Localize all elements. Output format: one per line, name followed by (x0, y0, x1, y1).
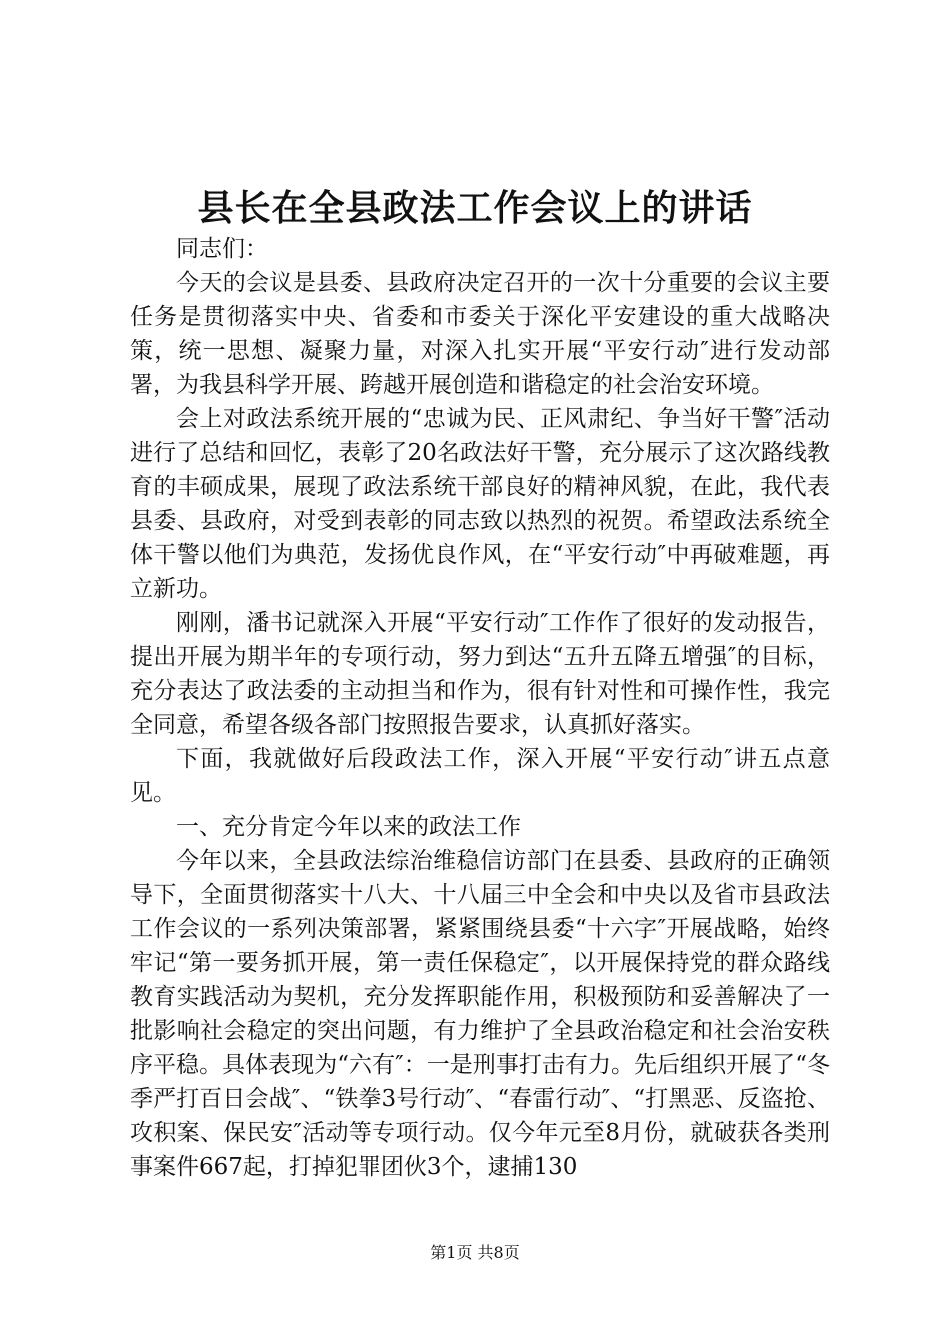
section-heading-1: 一、充分肯定今年以来的政法工作 (176, 814, 521, 840)
document-body (130, 232, 830, 1184)
document-title: 县长在全县政法工作会议上的讲话 (197, 187, 753, 229)
paragraph-secretary-report: 刚刚，潘书记就深入开展“平安行动″工作作了很好的发动报告，提出开展为期半年的专项行动，努力到达“五升五降五增强″的目标，充分表达了政法委的主动担当和作为，很有针对性和可操作性，我完全同意，希望各级各部门按照报告要求，认真抓好落实。 (130, 610, 830, 738)
paragraph-five-points: 下面，我就做好后段政法工作，深入开展“平安行动″讲五点意见。 (130, 746, 830, 806)
salutation: 同志们： (176, 236, 268, 262)
paragraph-meeting-purpose: 今天的会议是县委、县政府决定召开的一次十分重要的会议主要任务是贯彻落实中央、省委和市委关于深化平安建设的重大战略决策，统一思想、凝聚力量，对深入扎实开展“平安行动″进行发动部署，为我县科学开展、跨越开展创造和谐稳定的社会治安环境。 (130, 270, 830, 398)
page-footer: 第1页 共8页 (430, 1243, 520, 1262)
paragraph-commendation: 会上对政法系统开展的“忠诚为民、正风肃纪、争当好干警″活动进行了总结和回忆，表彰了20名政法好干警，充分展示了这次路线教育的丰硕成果，展现了政法系统干部良好的精神风貌，在此，我代表县委、县政府，对受到表彰的同志致以热烈的祝贺。希望政法系统全体干警以他们为典范，发扬优良作风，在“平安行动″中再破难题，再立新功。 (130, 406, 830, 602)
paragraph-work-review: 今年以来，全县政法综治维稳信访部门在县委、县政府的正确领导下，全面贯彻落实十八大、十八届三中全会和中央以及省市县政法工作会议的一系列决策部署，紧紧围绕县委“十六字″开展战略，始终牢记“第一要务抓开展，第一责任保稳定″，以开展保持党的群众路线教育实践活动为契机，充分发挥职能作用，积极预防和妥善解决了一批影响社会稳定的突出问题，有力维护了全县政治稳定和社会治安秩序平稳。具体表现为“六有″：一是刑事打击有力。先后组织开展了“冬季严打百日会战″、“铁拳3号行动″、“春雷行动″、“打黑恶、反盗抢、攻积案、保民安″活动等专项行动。仅今年元至8月份，就破获各类刑事案件667起，打掉犯罪团伙3个，逮捕130 (130, 848, 830, 1180)
